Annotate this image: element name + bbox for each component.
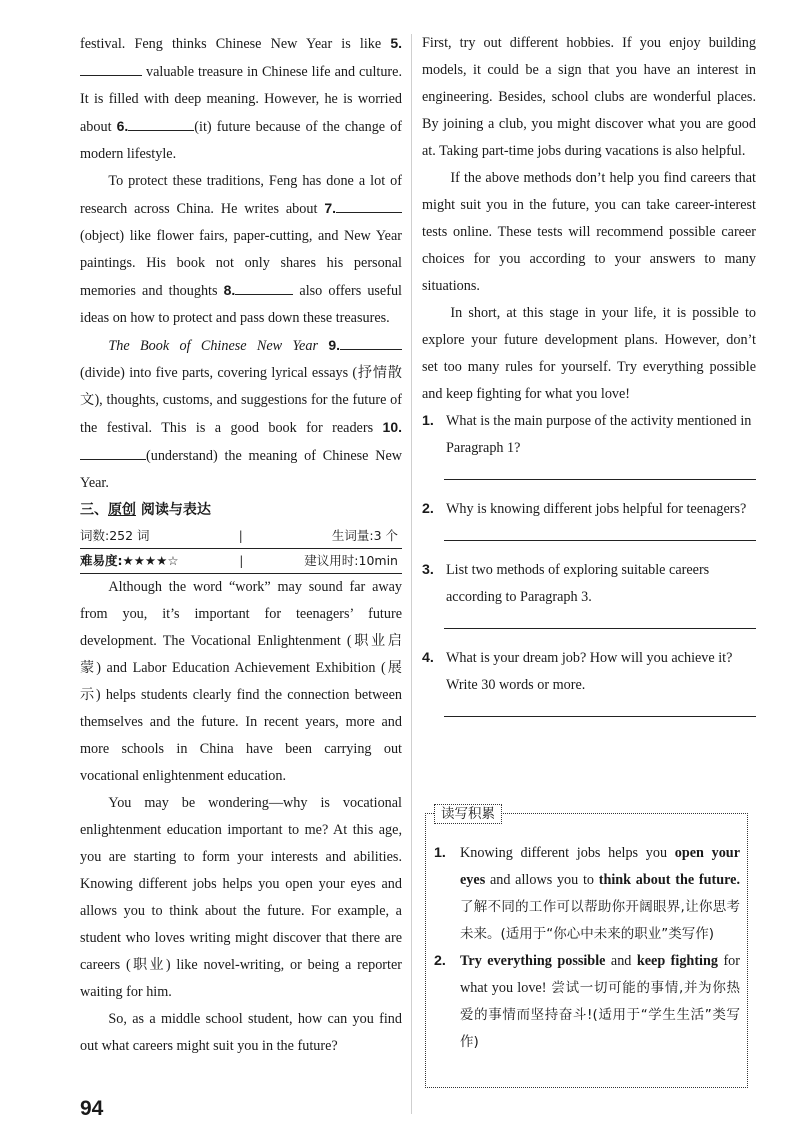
- answer-line-4[interactable]: [444, 716, 756, 717]
- difficulty: 难易度:★★★★☆: [80, 553, 179, 568]
- cloze-paragraph-1: festival. Feng thinks Chinese New Year is like 5. valuable treasure in Chinese life and culture. It is filled with deep meaning. However, he is worried about 6. (it) future because of the change of modern lifestyle.: [80, 35, 403, 162]
- article-paragraph-5: In short, at this stage in your life, it is possible to explore your future development plans. However, don’t set too many rules for yourself. Try everything possible and keep fighting for what you love!: [422, 305, 756, 402]
- word-count: 词数:252 词: [80, 528, 150, 543]
- blank-6-input[interactable]: [128, 113, 194, 131]
- page-number: 94: [80, 1097, 104, 1120]
- blank-9-number: 9.: [328, 337, 340, 353]
- blank-5-input[interactable]: [80, 58, 142, 76]
- answer-line-1[interactable]: [444, 479, 756, 480]
- blank-5-number: 5.: [390, 35, 403, 51]
- blank-8-input[interactable]: [235, 277, 293, 295]
- accumulation-item-2: 2. Try everything possible and keep fighting for what you love! 尝试一切可能的事情,并为你热爱的事情而坚持奋斗!(适用于“学生生活”类写作): [434, 953, 740, 1050]
- article-paragraph-4: If the above methods don’t help you find careers that might suit you in the future, you can take career-interest tests online. These tests will recommend possible career choices for you according to your answers to many situations.: [422, 170, 756, 294]
- right-column: [422, 30, 756, 733]
- blank-10-input[interactable]: [80, 442, 146, 460]
- answer-line-2[interactable]: [444, 540, 756, 541]
- blank-7-input[interactable]: [336, 195, 402, 213]
- question-list: [422, 408, 756, 717]
- article-paragraph-1: Although the word “work” may sound far away from you, it’s important for teenagers’ future development. The Vocational Enlightenment (职业启蒙) and Labor Education Achievement Exhibition (展示) helps students clearly find the connection between themselves and the future. In recent years, more and more schools in China have been carrying out vocational enlightenment education.: [80, 579, 402, 784]
- new-word-count: 生词量:3 个: [331, 528, 398, 543]
- meta-row-1: 词数:252 词 | 生词量:3 个: [80, 524, 402, 549]
- blank-6-number: 6.: [116, 118, 129, 134]
- article-paragraph-3-continued: First, try out different hobbies. If you enjoy building models, it could be a sign that you have an interest in engineering. Besides, school clubs are wonderful places. By joining a club, you might discover what you are good at. Taking part-time jobs during vacations is also helpful.: [422, 35, 756, 159]
- article-paragraph-2: You may be wondering—why is vocational enlightenment education important to me? At this age, you are starting to form your interests and abilities. Knowing different jobs helps you open your eyes and allows you to think about the future. For example, a student who loves writing might discover that there are careers (职业) like novel-writing, or being a reporter waiting for him.: [80, 795, 402, 1000]
- accumulation-item-1: 1. Knowing different jobs helps you open your eyes and allows you to think about the future. 了解不同的工作可以帮助你开阔眼界,让你思考未来。(适用于“你心中未来的职业”类写作): [434, 845, 740, 942]
- book-title: The Book of Chinese New Year: [108, 338, 318, 354]
- difficulty-stars: ★★★★☆: [122, 553, 179, 568]
- original-label: 原创: [108, 502, 136, 518]
- cloze-paragraph-3: The Book of Chinese New Year 9.(divide) into five parts, covering lyrical essays (抒情散文), thoughts, customs, and suggestions for the future of the festival. This is a good book for readers 10.(understand) the meaning of Chinese New Year.: [80, 332, 402, 497]
- cloze-paragraph-2: To protect these traditions, Feng has done a lot of research across China. He writes about 7.(object) like flower fairs, paper-cutting, and New Year paintings. His book not only shares his personal memories and thoughts 8. also offers useful ideas on how to protect and pass down these treasures.: [80, 173, 402, 326]
- blank-10-number: 10.: [382, 419, 402, 435]
- article-paragraph-3: So, as a middle school student, how can you find out what careers might suit you in the future?: [80, 1011, 402, 1054]
- blank-7-number: 7.: [324, 200, 336, 216]
- section-heading: 三、原创 阅读与表达: [80, 502, 211, 518]
- question-1: 1. What is the main purpose of the activity mentioned in Paragraph 1?: [422, 413, 752, 456]
- blank-9-input[interactable]: [340, 332, 402, 350]
- left-column: [80, 30, 402, 1060]
- writing-accumulation-box: [425, 806, 748, 1088]
- meta-row-2: 难易度:★★★★☆ | 建议用时:10min: [80, 549, 402, 574]
- suggested-time: 建议用时:10min: [304, 553, 398, 568]
- blank-8-number: 8.: [223, 282, 236, 298]
- answer-line-3[interactable]: [444, 628, 756, 629]
- question-3: 3. List two methods of exploring suitable careers according to Paragraph 3.: [422, 562, 710, 605]
- column-divider: [411, 34, 412, 1114]
- question-4: 4. What is your dream job? How will you achieve it? Write 30 words or more.: [422, 650, 733, 693]
- box-title: 读写积累: [434, 804, 502, 824]
- question-2: 2. Why is knowing different jobs helpful for teenagers?: [422, 501, 747, 517]
